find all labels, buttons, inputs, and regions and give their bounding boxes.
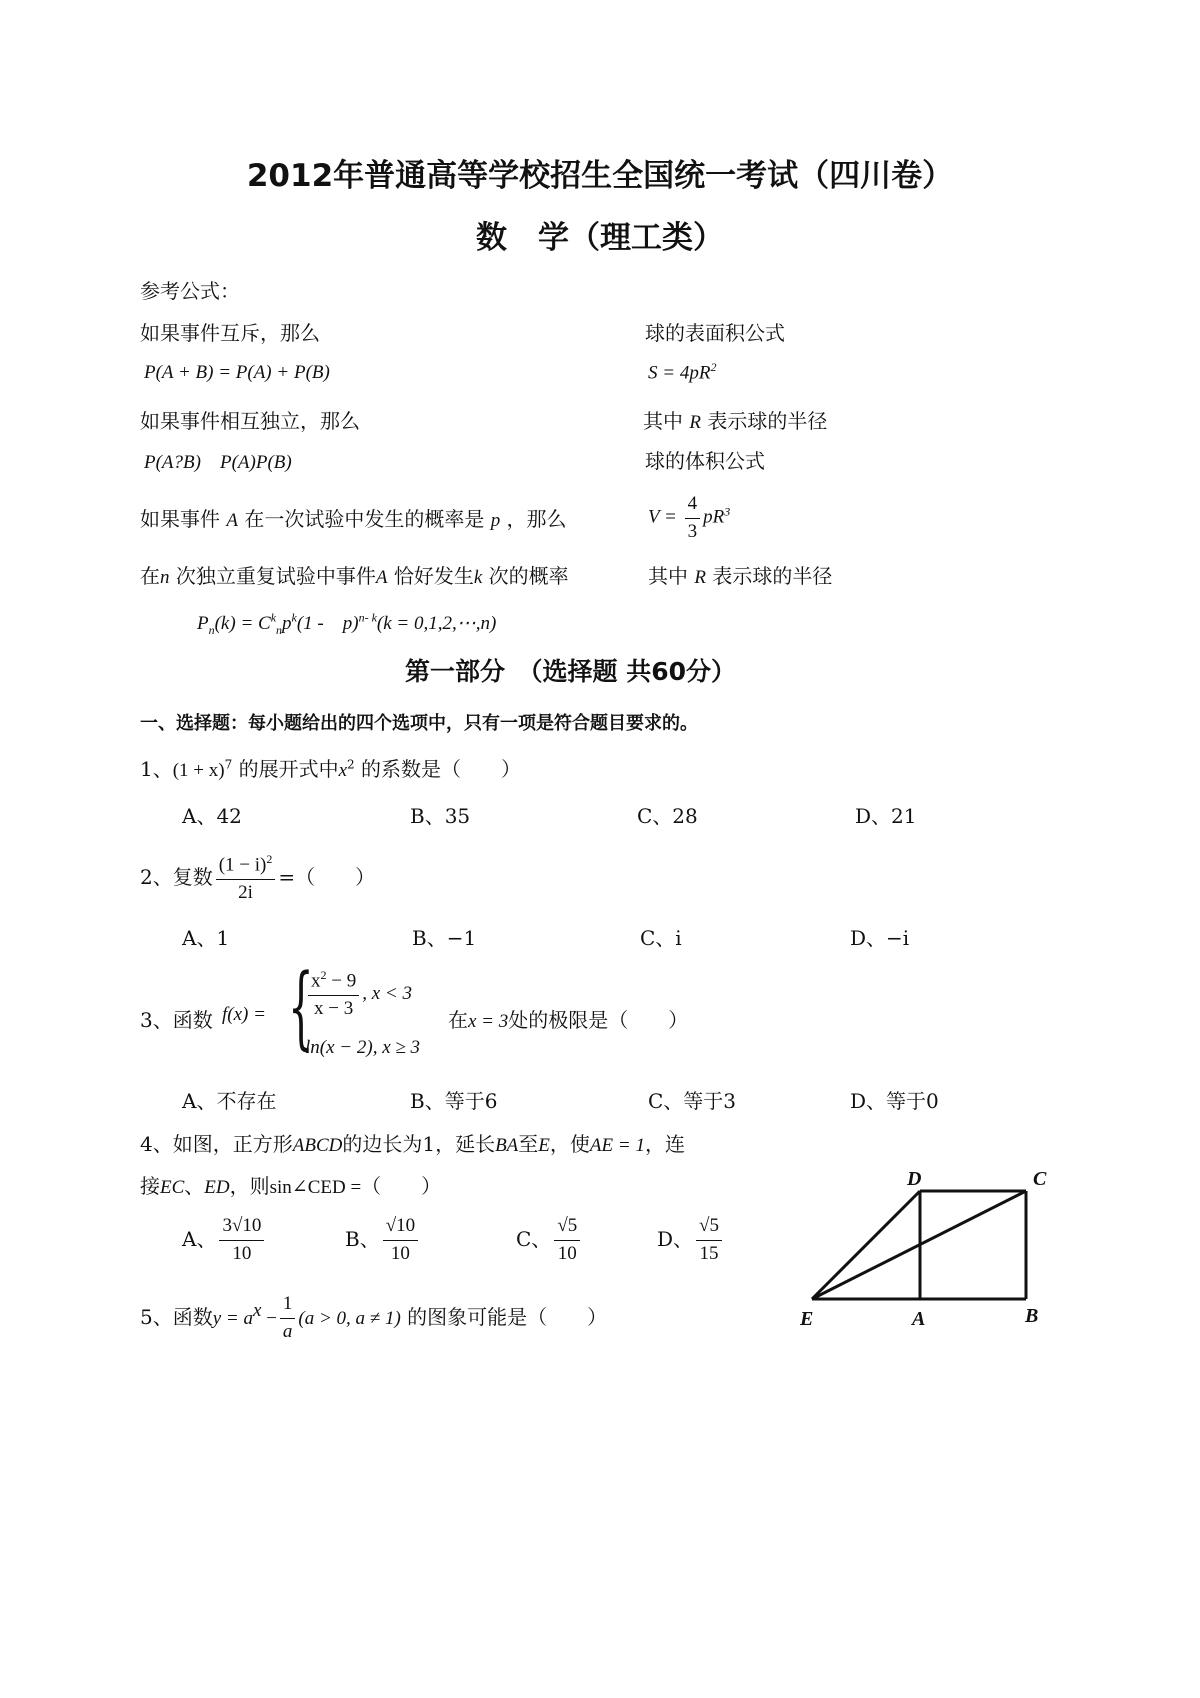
q5-sup: x (253, 1300, 262, 1322)
q3-case1-cond: , x < 3 (362, 982, 412, 1004)
q3-brace-icon: { (288, 955, 314, 1060)
q3-case1-sup: 2 (320, 968, 327, 982)
surface-sup: 2 (710, 360, 717, 374)
q3-case1-num-rest: − 9 (326, 970, 357, 992)
volume-label: 球的体积公式 (645, 449, 765, 473)
exam-subtitle: 数 学（理工类） (476, 220, 724, 256)
q2-fraction (216, 852, 276, 905)
q4-l1c: 至 (518, 1132, 539, 1156)
prob-A: A (226, 510, 238, 531)
binom-sub: n (208, 622, 215, 637)
label-C: C (1033, 1170, 1047, 1190)
volume-fraction (685, 493, 701, 544)
q1-mid: 的展开式中 (238, 757, 339, 781)
q1-option-d[interactable]: D、21 (855, 804, 917, 828)
volume-den: 3 (687, 520, 698, 542)
rep-mid1: 次独立重复试验中事件 (175, 564, 376, 588)
q4-option-c[interactable] (516, 1215, 583, 1266)
q4-d-num: √5 (696, 1215, 722, 1241)
volume-num: 4 (685, 493, 701, 519)
volume-rhs: pR (703, 506, 725, 528)
q4-option-b[interactable] (345, 1215, 421, 1266)
binom-p: p (282, 613, 292, 634)
rep-k: k (473, 567, 483, 588)
q4-sin: sin∠CED = (269, 1177, 362, 1198)
q1-post: 的系数是（ ） (361, 757, 522, 781)
q4-l1b: 的边长为1，延长 (342, 1132, 496, 1156)
q5-post: 的图象可能是（ ） (407, 1304, 608, 1329)
q4-b-fraction (383, 1215, 418, 1266)
q4-c-num: √5 (554, 1215, 580, 1241)
q5-lhs: y = a (212, 1307, 253, 1329)
q5-frac-den: a (282, 1320, 293, 1342)
q4-line2 (140, 1170, 441, 1199)
q1-exp2: 2 (347, 757, 355, 772)
q4-ed: ED (204, 1177, 230, 1198)
q5-num: 5、函数 (140, 1304, 213, 1329)
q3-option-c[interactable]: C、等于3 (648, 1089, 737, 1113)
q5-fraction (280, 1293, 296, 1344)
formula-heading: 参考公式： (140, 279, 240, 303)
q2-post: =（ ） (278, 864, 376, 889)
rep-prefix: 在 (140, 564, 160, 588)
q4-d-den: 15 (699, 1242, 719, 1264)
q4-b-den: 10 (390, 1242, 410, 1264)
part1-instruction: 一、选择题：每小题给出的四个选项中，只有一项是符合题目要求的。 (140, 713, 698, 734)
q3-case1-den: x − 3 (314, 998, 354, 1020)
q3-stem (448, 1004, 688, 1033)
q3-case1 (305, 968, 412, 1021)
q3-x: x = 3 (468, 1011, 509, 1032)
q1-num: 1、 (140, 757, 173, 781)
q4-ba: BA (495, 1135, 519, 1156)
q4-abcd: ABCD (292, 1135, 343, 1156)
q3-mid: 在 (448, 1008, 468, 1032)
q4-l2c: ，则 (229, 1174, 270, 1198)
surface-formula (648, 360, 716, 384)
q2-frac-den: 2i (238, 882, 253, 904)
prob-mid: 在一次试验中发生的概率是 (244, 507, 485, 531)
binom-paren: (1 - p) (296, 613, 359, 634)
q1-x: x (338, 760, 348, 781)
q2-frac-sup: 2 (266, 852, 273, 866)
q2-option-c[interactable]: C、i (640, 926, 682, 950)
repeat-trial-line (140, 560, 569, 589)
binom-sup-k: k (270, 610, 277, 625)
radius-note-2 (648, 560, 832, 589)
binom-range: (k = 0,1,2,⋯,n) (376, 613, 497, 634)
q4-c-den: 10 (557, 1242, 577, 1264)
q1-option-c[interactable]: C、28 (637, 804, 698, 828)
q3-post: 处的极限是（ ） (508, 1008, 689, 1032)
q5-cond: (a > 0, a ≠ 1) (298, 1307, 401, 1329)
q2-frac-num: (1 − i) (218, 854, 267, 876)
q4-c-fraction (554, 1215, 580, 1266)
q4-line1 (140, 1128, 685, 1157)
q4-c-label: C、 (516, 1226, 552, 1251)
exclusive-label: 如果事件互斥，那么 (140, 321, 320, 345)
label-D: D (907, 1170, 922, 1190)
q4-a-fraction (219, 1215, 264, 1266)
rep-A: A (375, 567, 388, 588)
q1-exp: 7 (224, 757, 233, 772)
q3-option-b[interactable]: B、等于6 (410, 1089, 498, 1113)
binom-sup-k2: k (291, 610, 297, 625)
q3-option-a[interactable]: A、不存在 (182, 1089, 277, 1113)
binom-sup-nk: n- k (358, 610, 377, 625)
q2-option-d[interactable]: D、−i (850, 926, 910, 950)
binomial-formula (197, 608, 496, 638)
binom-lhs: P (197, 613, 209, 634)
rep-mid2: 恰好发生 (393, 564, 474, 588)
question-2 (140, 852, 375, 905)
q4-ec: EC (160, 1177, 185, 1198)
prob-prefix: 如果事件 (140, 507, 220, 531)
exam-title: 2012年普通高等学校招生全国统一考试（四川卷） (246, 158, 954, 194)
radius2-prefix: 其中 (648, 564, 688, 588)
exclusive-formula: P(A + B) = P(A) + P(B) (144, 362, 330, 383)
square-figure (800, 1170, 1060, 1340)
prob-p: p (490, 510, 501, 531)
q4-option-d[interactable] (657, 1215, 725, 1266)
part1-heading: 第一部分 （选择题 共60分） (405, 657, 736, 686)
q1-binomial: (1 + x) (172, 760, 225, 781)
q3-num: 3、函数 (140, 1008, 213, 1032)
q4-a-label: A、 (182, 1226, 217, 1251)
label-E: E (800, 1308, 814, 1330)
independent-label: 如果事件相互独立，那么 (140, 409, 360, 433)
rep-suffix: 次的概率 (488, 564, 569, 588)
q4-l2a: 接 (140, 1174, 160, 1198)
q4-a-num: 3√10 (219, 1215, 264, 1241)
radius2-suffix: 表示球的半径 (712, 564, 833, 588)
q4-l1e: ，连 (644, 1132, 685, 1156)
q4-d-fraction (696, 1215, 722, 1266)
radius-R: R (689, 412, 701, 433)
question-5 (140, 1293, 607, 1344)
volume-formula (648, 493, 730, 544)
q3-option-d[interactable]: D、等于0 (850, 1089, 939, 1113)
q4-b-num: √10 (383, 1215, 418, 1241)
q4-option-a[interactable] (182, 1215, 267, 1266)
q4-l2d: （ ） (361, 1174, 442, 1198)
question-1 (140, 753, 521, 782)
radius-suffix: 表示球的半径 (707, 409, 828, 433)
label-A: A (912, 1308, 926, 1330)
rep-n: n (160, 567, 170, 588)
volume-lhs: V = (648, 506, 677, 528)
q4-l1d: ，使 (549, 1132, 590, 1156)
binom-k: (k) = C (214, 613, 271, 634)
q5-frac-num: 1 (280, 1293, 296, 1319)
q1-option-a[interactable]: A、42 (182, 804, 242, 828)
q2-num: 2、复数 (140, 864, 213, 889)
q4-a-den: 10 (232, 1242, 252, 1264)
radius-prefix: 其中 (643, 409, 683, 433)
surface-label: 球的表面积公式 (645, 321, 785, 345)
volume-sup: 3 (724, 504, 731, 519)
independent-formula: P(A?B) P(A)P(B) (144, 452, 292, 473)
surface-formula-text: S = 4pR (648, 362, 711, 384)
q3-fx: f(x) = (222, 1004, 266, 1025)
prob-suffix: ，那么 (506, 507, 567, 531)
q3-case1-fraction (308, 968, 359, 1021)
q4-d-label: D、 (657, 1226, 694, 1251)
q3-case1-num: x (311, 970, 321, 992)
segment-ED (812, 1191, 920, 1299)
q4-l1a: 4、如图，正方形 (140, 1132, 293, 1156)
radius2-R: R (694, 567, 706, 588)
q4-l2b: 、 (184, 1174, 205, 1198)
label-B: B (1025, 1305, 1039, 1327)
radius-note (643, 405, 827, 434)
q2-option-a[interactable]: A、1 (182, 926, 230, 950)
q3-case2: ln(x − 2), x ≥ 3 (305, 1037, 421, 1058)
binom-sub-n: n (276, 622, 283, 637)
q4-b-label: B、 (345, 1226, 380, 1251)
q2-option-b[interactable]: B、−1 (412, 926, 477, 950)
q1-option-b[interactable]: B、35 (410, 804, 471, 828)
event-prob-line (140, 503, 567, 532)
q4-ae: AE = 1 (589, 1135, 645, 1156)
q4-e: E (538, 1135, 550, 1156)
q5-minus: − (261, 1307, 277, 1329)
